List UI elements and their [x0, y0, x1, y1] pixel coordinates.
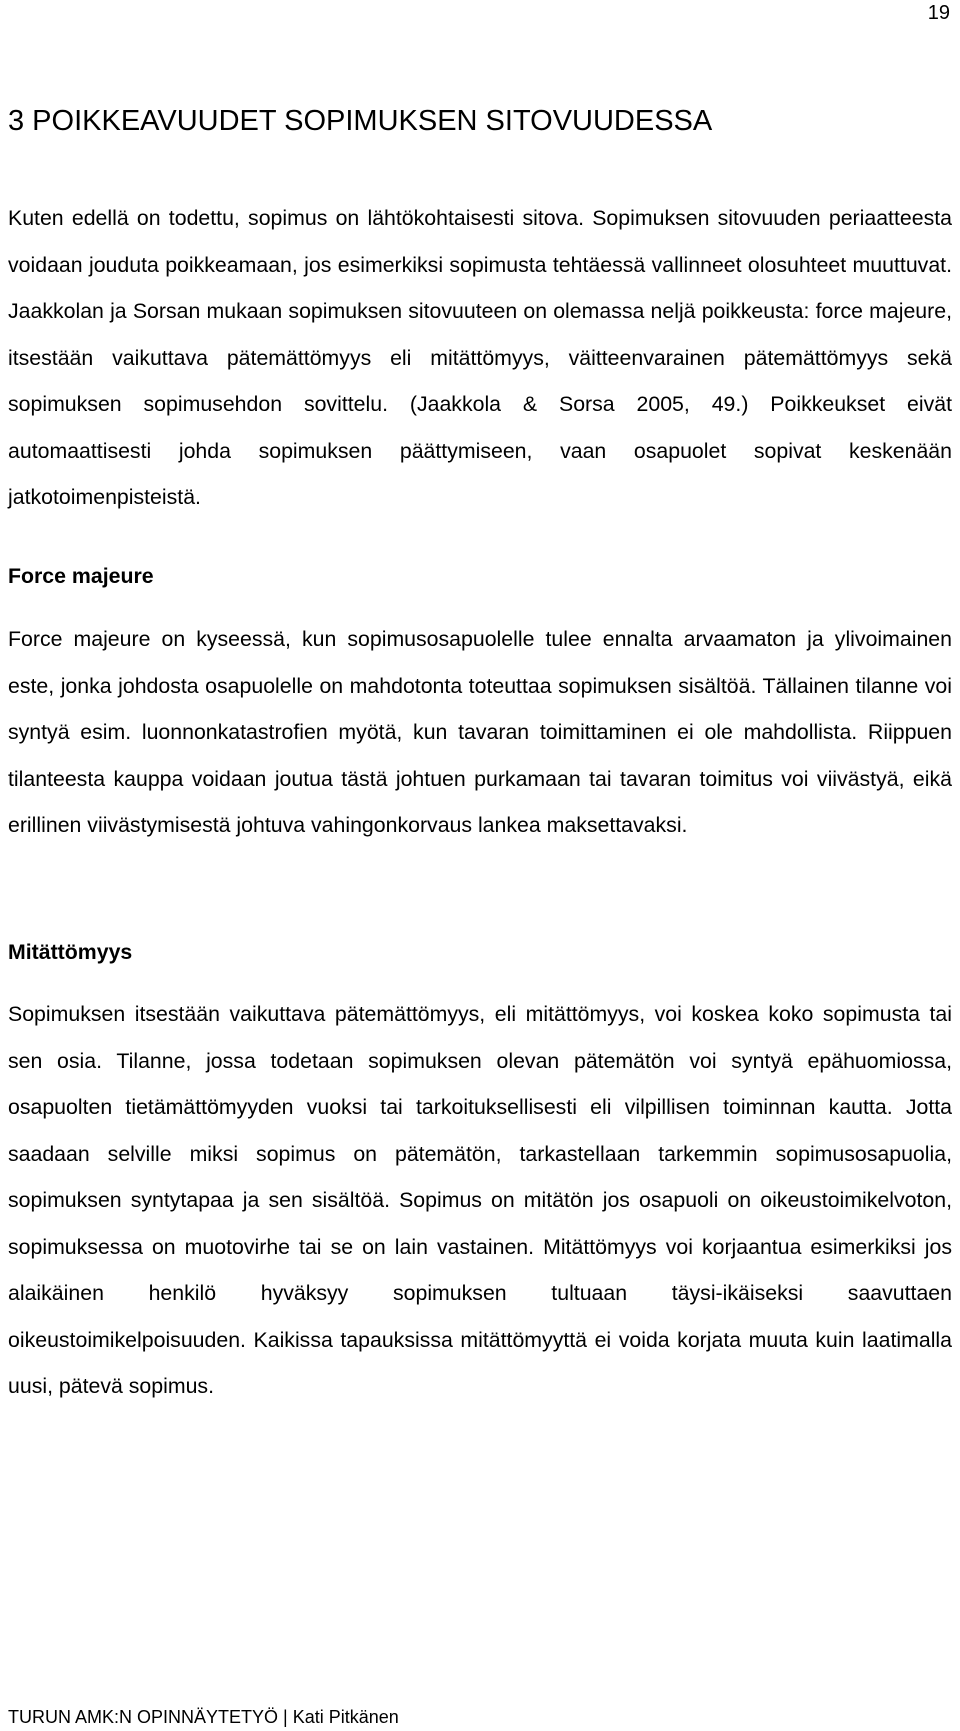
force-majeure-paragraph: Force majeure on kyseessä, kun sopimusosapuolelle tulee ennalta arvaamaton ja ylivoimainen este, jonka johdosta osapuolelle on mahdotonta toteuttaa sopimuksen sisältöä. Tällainen tilanne voi syntyä esim. luonnonkatastrofien myötä, kun tavaran toimittaminen ei ole mahdollista. Riippuen tilanteesta kauppa voidaan joutua tästä johtuen purkamaan tai tavaran toimitus voi viivästyä, eikä erillinen viivästymisestä johtuva vahingonkorvaus lankea maksettavaksi.	[8, 627, 952, 837]
page-footer: TURUN AMK:N OPINNÄYTETYÖ | Kati Pitkänen	[8, 1707, 399, 1727]
section-heading-force-majeure: Force majeure	[8, 564, 154, 588]
chapter-title: 3 POIKKEAVUUDET SOPIMUKSEN SITOVUUDESSA	[8, 105, 713, 137]
page-number: 19	[927, 2, 950, 24]
mitattomyys-paragraph: Sopimuksen itsestään vaikuttava pätemättömyys, eli mitättömyys, voi koskea koko sopimusta tai sen osia. Tilanne, jossa todetaan sopimuksen olevan pätemätön voi syntyä epähuomiossa, osapuolten tietämättömyyden vuoksi tai tarkoituksellisesti eli vilpillisen toiminnan kautta. Jotta saadaan selville miksi sopimus on pätemätön, tarkastellaan tarkemmin sopimusosapuolia, sopimuksen syntytapaa ja sen sisältöä. Sopimus on mitätön jos osapuoli on oikeustoimikelvoton, sopimuksessa on muotovirhe tai se on lain vastainen. Mitättömyys voi korjaantua esimerkiksi jos alaikäinen henkilö hyväksyy sopimuksen tultuaan täysi-ikäiseksi saavuttaen oikeustoimikelpoisuuden. Kaikissa tapauksissa mitättömyyttä ei voida korjata muuta kuin laatimalla uusi, pätevä sopimus.	[8, 1002, 952, 1398]
intro-paragraph: Kuten edellä on todettu, sopimus on lähtökohtaisesti sitova. Sopimuksen sitovuuden periaatteesta voidaan jouduta poikkeamaan, jos esimerkiksi sopimusta tehtäessä vallinneet olosuhteet muuttuvat. Jaakkolan ja Sorsan mukaan sopimuksen sitovuuteen on olemassa neljä poikkeusta: force majeure, itsestään vaikuttava pätemättömyys eli mitättömyys, väitteenvarainen pätemättömyys sekä sopimuksen sopimusehdon sovittelu. (Jaakkola & Sorsa 2005, 49.) Poikkeukset eivät automaattisesti johda sopimuksen päättymiseen, vaan osapuolet sopivat keskenään jatkotoimenpisteistä.	[8, 206, 952, 509]
section-heading-mitattomyys: Mitättömyys	[8, 940, 133, 964]
